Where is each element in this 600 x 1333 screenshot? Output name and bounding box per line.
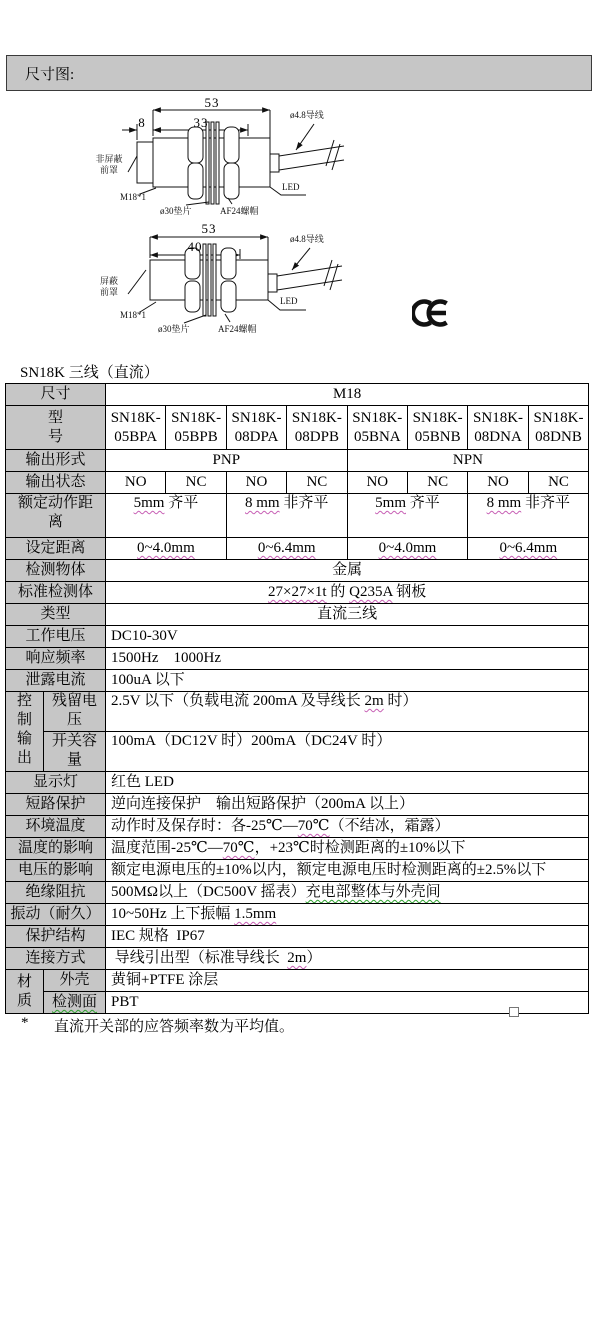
spec-label-cell: 输出形式 [6, 450, 106, 472]
spec-row [6, 860, 589, 882]
spec-row [6, 692, 589, 732]
spec-value-cell: SN18K- 05BPA [106, 406, 166, 450]
spec-label-cell: 设定距离 [6, 538, 106, 560]
spec-value-cell: NO [226, 472, 286, 494]
spec-row [6, 772, 589, 794]
spec-value-cell [106, 882, 589, 904]
text-segment: 0~6.4mm [499, 540, 558, 556]
text-segment: 齐平 [406, 495, 440, 511]
dimension-diagram [82, 94, 382, 366]
spec-row [6, 626, 589, 648]
spec-label-cell: 检测物体 [6, 560, 106, 582]
spec-label-cell: 额定动作距 离 [6, 494, 106, 538]
spec-value-cell: NO [106, 472, 166, 494]
text-segment: Q235A [349, 584, 393, 600]
text-segment: 齐平 [164, 495, 199, 511]
text-segment: 0~6.4mm [257, 540, 316, 556]
spec-value-cell [106, 538, 227, 560]
text-segment: 0~4.0mm [378, 540, 437, 556]
spec-value-cell [106, 816, 589, 838]
spec-label-cell: 温度的影响 [6, 838, 106, 860]
spec-value-cell: 100uA 以下 [106, 670, 589, 692]
spec-table-body [6, 384, 589, 1014]
text-segment: 70℃ [297, 818, 330, 834]
led-label-top: LED [282, 182, 300, 192]
shield-label-top: 非屏蔽 前罩 [95, 154, 123, 175]
spec-value-cell: NC [166, 472, 226, 494]
spec-row [6, 494, 589, 538]
spec-label-cell: 类型 [6, 604, 106, 626]
dim-front-top: 8 [138, 115, 146, 130]
dim-total-bottom: 53 [201, 221, 217, 236]
footnote-text: 直流开关部的应答频率数为平均值。 [54, 1019, 295, 1035]
spec-label-cell [44, 992, 106, 1014]
footnote-marker: * [21, 1015, 29, 1031]
spec-value-cell: 红色 LED [106, 772, 589, 794]
spec-value-cell: SN18K- 08DNB [528, 406, 588, 450]
spec-label-cell: 电压的影响 [6, 860, 106, 882]
spec-label-cell: 开关容 量 [44, 732, 106, 772]
spec-label-cell: 标准检测体 [6, 582, 106, 604]
sensor-top-view [122, 110, 344, 205]
thread-label-top: M18*1 [120, 192, 147, 202]
dimension-diagram-header-label: 尺寸图: [25, 66, 75, 83]
spec-label-cell: 输出状态 [6, 472, 106, 494]
text-segment: （不结冰，霜露） [329, 818, 450, 834]
text-segment: 70℃ [222, 840, 255, 856]
spec-row [6, 670, 589, 692]
spec-value-cell: PNP [106, 450, 348, 472]
spec-label-cell: 显示灯 [6, 772, 106, 794]
spec-value-cell [347, 538, 468, 560]
spec-row [6, 882, 589, 904]
text-segment: 的 [326, 584, 350, 600]
sensor-front-cap [137, 142, 153, 183]
spec-value-cell: SN18K- 05BNB [407, 406, 467, 450]
spec-value-cell: NC [287, 472, 347, 494]
nut-label-bottom: AF24螺帽 [218, 324, 257, 334]
led-label-bottom: LED [280, 296, 298, 306]
spec-row [6, 838, 589, 860]
spec-label-cell: 绝缘阻抗 [6, 882, 106, 904]
sensor-bottom-view [128, 237, 342, 323]
text-segment: 检测面 [52, 994, 98, 1010]
anchor-square [509, 1007, 519, 1017]
spec-value-cell: NPN [347, 450, 589, 472]
spec-value-cell [226, 494, 347, 538]
spec-row [6, 472, 589, 494]
dim-thread-bottom: 40 [187, 239, 203, 254]
spec-label-cell: 控 制 输 出 [6, 692, 44, 772]
spec-row [6, 816, 589, 838]
spec-label-cell: 环境温度 [6, 816, 106, 838]
spec-value-cell [226, 538, 347, 560]
text-segment: 非齐平 [521, 495, 570, 511]
text-segment: 充电部整体与外壳间 [305, 884, 441, 900]
spec-value-cell: DC10-30V [106, 626, 589, 648]
spec-value-cell: SN18K- 08DPB [287, 406, 347, 450]
spec-row [6, 450, 589, 472]
text-segment: 动作时及保存时：各-25℃— [111, 818, 298, 834]
text-segment: ） [306, 950, 322, 966]
spec-row [6, 406, 589, 450]
nut-washer-cluster [188, 122, 239, 204]
spec-value-cell [106, 904, 589, 926]
spec-label-cell: 短路保护 [6, 794, 106, 816]
spec-label-cell: 材 质 [6, 970, 44, 1014]
spec-row [6, 384, 589, 406]
thread-label-bottom: M18*1 [120, 310, 147, 320]
spec-value-cell [106, 692, 589, 732]
spec-value-cell [347, 494, 468, 538]
spec-table [5, 383, 589, 1014]
spec-value-cell: NO [347, 472, 407, 494]
text-segment: 5mm [375, 495, 406, 511]
cable-label-top: ø4.8导线 [290, 110, 324, 120]
spec-value-cell [468, 538, 589, 560]
spec-value-cell: SN18K- 05BNA [347, 406, 407, 450]
spec-row [6, 904, 589, 926]
spec-label-cell: 响应频率 [6, 648, 106, 670]
text-segment: 2m [287, 950, 307, 966]
spec-value-cell: SN18K- 05BPB [166, 406, 226, 450]
spec-row [6, 538, 589, 560]
nut-label-top: AF24螺帽 [220, 206, 259, 216]
ce-mark-icon [412, 294, 456, 332]
text-segment: 500MΩ以上（DC500V 摇表） [111, 884, 306, 900]
spec-table-wrap [5, 383, 589, 1014]
text-segment: 5mm [133, 495, 165, 511]
text-segment: 非齐平 [279, 495, 329, 511]
spec-value-cell: 额定电源电压的±10%以内，额定电源电压时检测距离的±2.5%以下 [106, 860, 589, 882]
spec-label-cell: 振动（耐久） [6, 904, 106, 926]
spec-label-cell: 保护结构 [6, 926, 106, 948]
spec-row [6, 970, 589, 992]
spec-value-cell: NC [407, 472, 467, 494]
spec-label-cell: 工作电压 [6, 626, 106, 648]
text-segment: ，+23℃时检测距离的±10%以下 [254, 840, 466, 856]
spec-value-cell: 直流三线 [106, 604, 589, 626]
spec-value-cell: SN18K- 08DPA [226, 406, 286, 450]
spec-row [6, 732, 589, 772]
spec-row [6, 648, 589, 670]
dimension-diagram-header [6, 55, 592, 91]
spec-row [6, 926, 589, 948]
text-segment: 10~50Hz 上下振幅 [111, 906, 235, 922]
spec-value-cell: 黄铜+PTFE 涂层 [106, 970, 589, 992]
text-segment: 钢板 [392, 584, 427, 600]
text-segment: 0~4.0mm [137, 540, 195, 556]
spec-row [6, 560, 589, 582]
spec-value-cell: PBT [106, 992, 589, 1014]
spec-value-cell: M18 [106, 384, 589, 406]
text-segment: 1.5mm [234, 906, 277, 922]
spec-value-cell [106, 494, 227, 538]
spec-label-cell: 泄露电流 [6, 670, 106, 692]
text-segment: 8 mm [245, 495, 280, 511]
spec-value-cell: 金属 [106, 560, 589, 582]
spec-row [6, 948, 589, 970]
spec-value-cell: NO [468, 472, 528, 494]
spec-value-cell: SN18K- 08DNA [468, 406, 528, 450]
spec-value-cell: NC [528, 472, 588, 494]
text-segment: 27×27×1t [268, 584, 327, 600]
spec-row [6, 794, 589, 816]
spec-value-cell [106, 948, 589, 970]
cable-label-bottom: ø4.8导线 [290, 234, 324, 244]
text-segment: 2.5V 以下（负载电流 200mA 及导线长 [111, 693, 365, 709]
spec-value-cell: 100mA（DC12V 时）200mA（DC24V 时） [106, 732, 589, 772]
text-segment: 时） [383, 693, 418, 709]
spec-row [6, 604, 589, 626]
spec-label-cell: 尺寸 [6, 384, 106, 406]
spec-value-cell [106, 838, 589, 860]
spec-label-cell: 外壳 [44, 970, 106, 992]
spec-label-cell: 连接方式 [6, 948, 106, 970]
text-segment: 温度范围-25℃— [111, 840, 223, 856]
text-segment: 2m [364, 693, 384, 709]
washer-label-top: ø30垫片 [160, 206, 192, 216]
spec-label-cell: 型 号 [6, 406, 106, 450]
spec-label-cell: 残留电 压 [44, 692, 106, 732]
spec-row [6, 582, 589, 604]
shield-label-bottom: 屏蔽 前罩 [99, 276, 118, 297]
spec-value-cell: IEC 规格 IP67 [106, 926, 589, 948]
dim-thread-top: 33 [193, 115, 209, 130]
spec-value-cell [106, 582, 589, 604]
spec-value-cell: 逆向连接保护 输出短路保护（200mA 以上） [106, 794, 589, 816]
spec-value-cell: 1500Hz 1000Hz [106, 648, 589, 670]
spec-value-cell [468, 494, 589, 538]
text-segment: 导线引出型（标准导线长 [111, 950, 288, 966]
text-segment: 8 mm [486, 495, 522, 511]
dim-total-top: 53 [204, 95, 220, 110]
washer-label-bottom: ø30垫片 [158, 324, 190, 334]
spec-row [6, 992, 589, 1014]
section-title: SN18K 三线（直流） [20, 365, 159, 381]
